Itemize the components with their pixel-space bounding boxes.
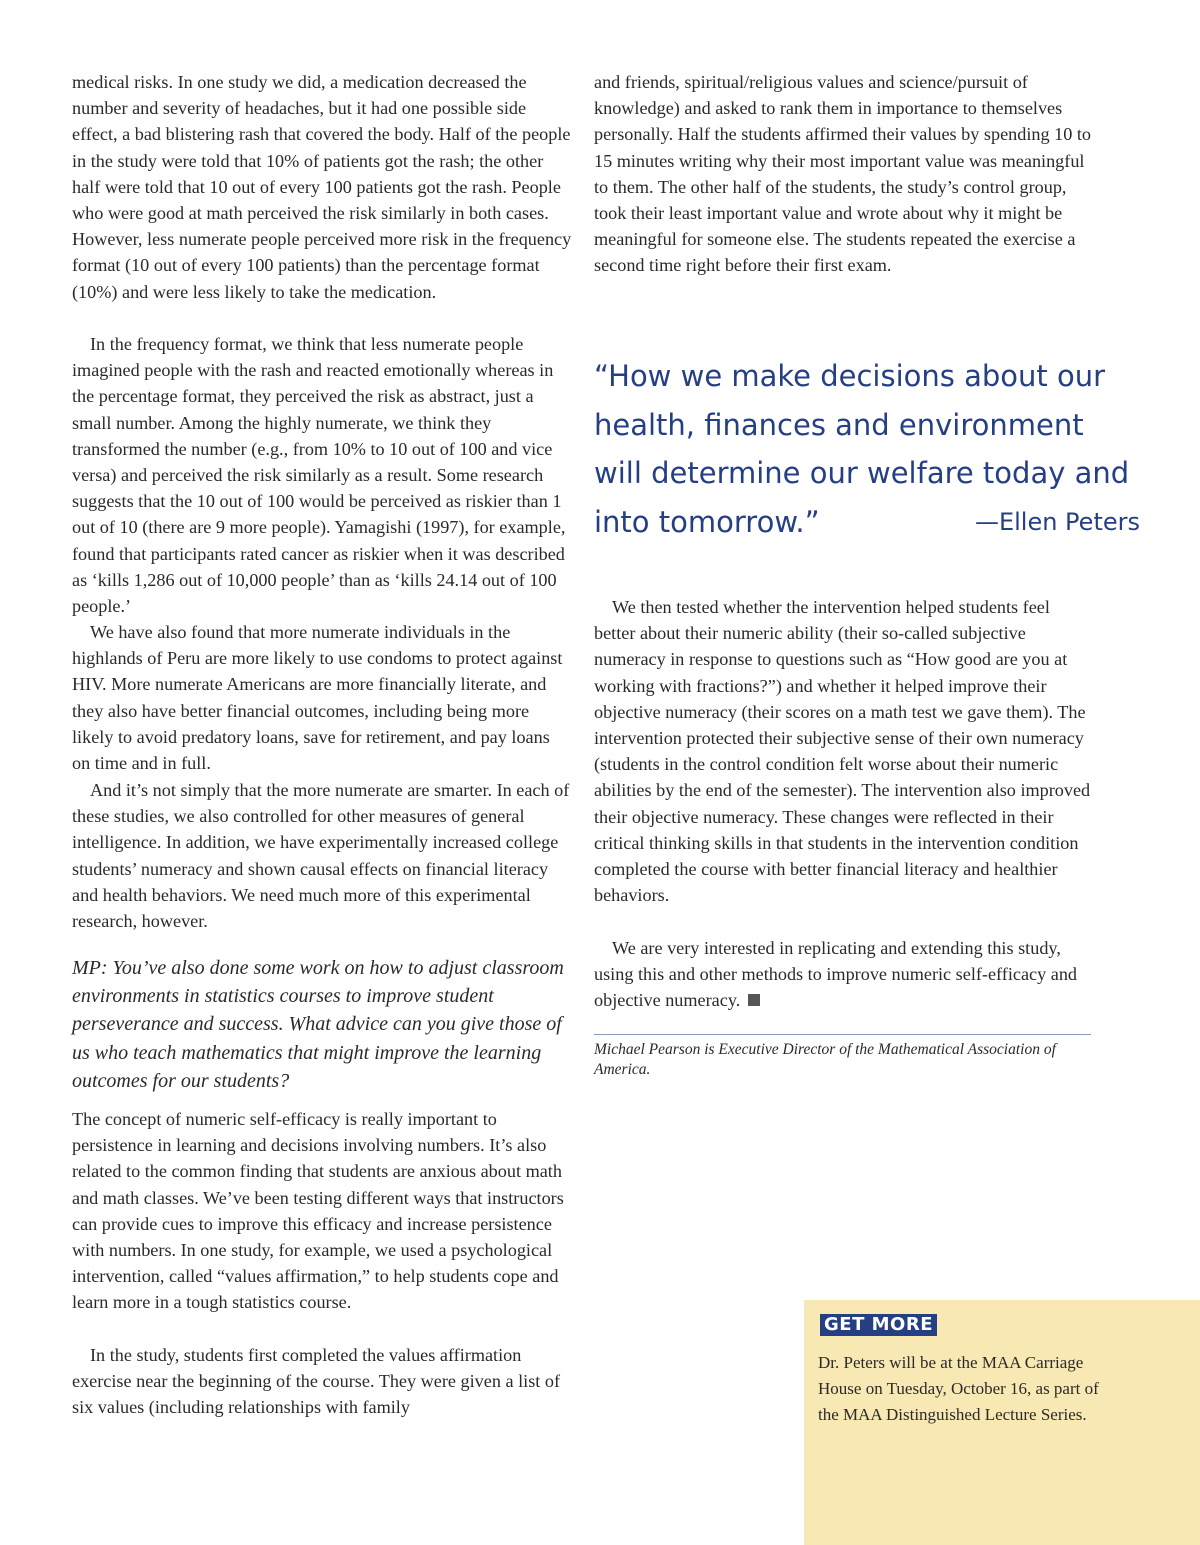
left-paragraph-3: We have also found that more numerate individuals in the highlands of Peru are more likely to use condoms to protect against HIV. More numerate Americans are more financially literate, and they also have better financial outcomes, including being more likely to avoid predatory loans, save for retirement, and pay loans on time and in full.: [72, 622, 563, 774]
left-paragraph-6: In the study, students first completed the values affirmation exercise near the beginning of the course. They were given a list of six values (including relationships with family: [72, 1345, 561, 1418]
pull-quote-line-1: “How we make decisions about our: [594, 359, 1106, 393]
pull-quote-line-4-text: into tomorrow.”: [594, 504, 820, 539]
right-paragraph-3: [594, 935, 1094, 1014]
pull-quote-attribution: —Ellen Peters: [974, 507, 1140, 536]
byline-divider: [594, 1034, 1091, 1035]
left-paragraph-2: In the frequency format, we think that less numerate people imagined people with the rash and reacted emotionally whereas in the percentage format, they perceived the risk as abstract, just a small number. Among the highly numerate, we think they transformed the number (e.g., from 10% to 10 out of 100 and vice versa) and perceived the risk similarly as a result. Some research suggests that the 10 out of 100 would be perceived as riskier than 1 out of 10 (there are 9 more people). Yamagishi (1997), for example, found that participants rated cancer as riskier when it was described as ‘kills 1,286 out of 10,000 people’ than as ‘kills 24.14 out of 100 people.’: [72, 334, 566, 617]
left-paragraph-5: The concept of numeric self-efficacy is really important to persistence in learning and decisions involving numbers. It’s also related to the common finding that students are anxious about math and math classes. We’ve been testing different ways that instructors can provide cues to improve this efficacy and increase persistence with numbers. In one study, for example, we used a psychological intervention, called “values affirmation,” to help students cope and learn more in a tough statistics course.: [72, 1109, 564, 1313]
pull-quote-line-3: will determine our welfare today and: [594, 456, 1130, 490]
interview-question: MP: You’ve also done some work on how to adjust classroom environments in statistics courses to improve student perseverance and success. What advice can you give those of us who teach mathematics that might improve the learning outcomes for our students?: [72, 957, 564, 1092]
get-more-text: Dr. Peters will be at the MAA Carriage House on Tuesday, October 16, as part of the MAA Distinguished Lecture Series.: [818, 1353, 1099, 1424]
end-of-article-square-icon: [748, 994, 760, 1006]
pull-quote-line-4: [594, 498, 1154, 547]
author-byline: Michael Pearson is Executive Director of the Mathematical Association of America.: [594, 1041, 1056, 1078]
pull-quote: [594, 352, 1154, 546]
right-paragraph-3-text: We are very interested in replicating and extending this study, using this and other methods to improve numeric self-efficacy and objective numeracy.: [594, 938, 1078, 1011]
right-paragraph-2: We then tested whether the intervention helped students feel better about their numeric ability (their so-called subjective numeracy in response to questions such as “How good are you at working with fractions?”) and whether it helped improve their objective numeracy (their scores on a math test we gave them). The intervention protected their subjective sense of their own numeracy (students in the control condition felt worse about their numeric abilities by the end of the semester). The intervention also improved their objective numeracy. These changes were reflected in their critical thinking skills in that students in the intervention condition completed the course with better financial literacy and healthier behaviors.: [594, 597, 1091, 906]
left-paragraph-4: And it’s not simply that the more numerate are smarter. In each of these studies, we also controlled for other measures of general intelligence. In addition, we have experimentally increased college students’ numeracy and shown causal effects on financial literacy and health behaviors. We need much more of this experimental research, however.: [72, 780, 570, 932]
get-more-box: [804, 1300, 1200, 1545]
get-more-heading: GET MORE: [820, 1314, 937, 1336]
pull-quote-line-2: health, finances and environment: [594, 407, 1084, 442]
right-paragraph-1: and friends, spiritual/religious values and science/pursuit of knowledge) and asked to rank them in importance to themselves personally. Half the students affirmed their values by spending 10 to 15 minutes writing why their most important value was meaningful to them. The other half of the students, the study’s control group, took their least important value and wrote about why it might be meaningful for someone else. The students repeated the exercise a second time right before their first exam.: [594, 72, 1092, 276]
left-paragraph-1: medical risks. In one study we did, a medication decreased the number and severity of headaches, but it had one possible side effect, a bad blistering rash that covered the body. Half of the people in the study were told that 10% of patients got the rash; the other half were told that 10 out of every 100 patients got the rash. People who were good at math perceived the risk similarly in both cases. However, less numerate people perceived more risk in the frequency format (10 out of every 100 patients) than the percentage format (10%) and were less likely to take the medication.: [72, 72, 572, 302]
